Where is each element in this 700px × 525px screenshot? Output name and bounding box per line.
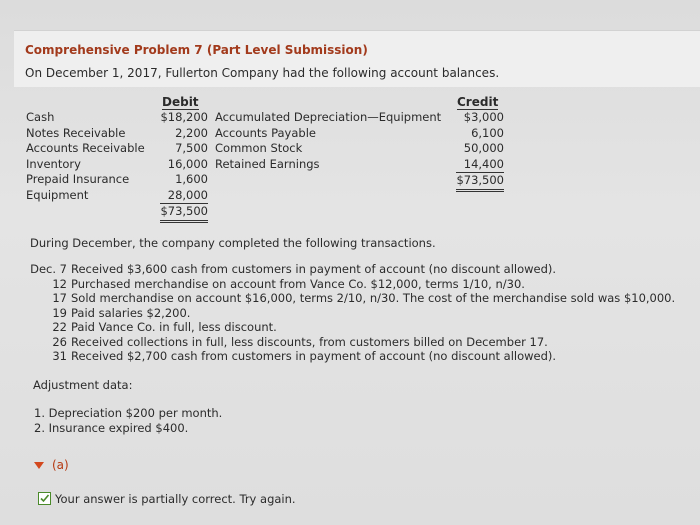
debit-header: Debit xyxy=(162,95,199,109)
credit-total: $73,500 xyxy=(456,172,504,192)
debit-amounts xyxy=(148,110,208,219)
transaction-date: 17 xyxy=(52,291,67,305)
credit-amount: 14,400 xyxy=(464,157,504,174)
adjustments-list xyxy=(34,406,222,435)
debit-accounts xyxy=(26,110,145,203)
transaction-text: Purchased merchandise on account from Vance Co. $12,000, terms 1/10, n/30. xyxy=(71,276,525,291)
credit-amount: 6,100 xyxy=(471,125,504,140)
transaction-date: 31 xyxy=(52,349,67,363)
debit-account: Inventory xyxy=(26,156,81,171)
debit-account: Prepaid Insurance xyxy=(26,172,130,186)
credit-amount: $3,000 xyxy=(463,110,504,124)
adjustments-heading: Adjustment data: xyxy=(33,378,133,392)
credit-amount: 50,000 xyxy=(463,141,504,155)
debit-amount: $18,200 xyxy=(160,110,208,124)
transaction-text: Received collections in full, less discounts, from customers billed on December 17. xyxy=(71,334,548,349)
problem-title: Comprehensive Problem 7 (Part Level Submission) xyxy=(25,43,368,57)
transaction-date: 22 xyxy=(52,320,67,334)
transaction-text: Sold merchandise on account $16,000, terms 2/10, n/30. The cost of the merchandise sold was $10,000. xyxy=(71,291,676,305)
transaction-date: 26 xyxy=(52,334,67,349)
adjustment-item: 2. Insurance expired $400. xyxy=(34,420,189,435)
credit-account: Retained Earnings xyxy=(215,156,320,171)
answer-status xyxy=(38,492,296,506)
part-a-label: (a) xyxy=(52,458,69,472)
debit-account: Accounts Receivable xyxy=(26,141,145,155)
answer-status-text: Your answer is partially correct. Try again. xyxy=(55,492,296,506)
transaction-text: Received $3,600 cash from customers in payment of account (no discount allowed). xyxy=(71,262,557,276)
adjustment-item: 1. Depreciation $200 per month. xyxy=(34,406,223,420)
checkmark-icon xyxy=(38,492,51,505)
caret-down-icon xyxy=(34,462,44,469)
credit-accounts xyxy=(215,110,441,172)
debit-amount: 7,500 xyxy=(175,141,208,155)
credit-header: Credit xyxy=(457,95,499,109)
debit-amount: 16,000 xyxy=(167,156,208,171)
credit-account: Accumulated Depreciation—Equipment xyxy=(215,110,442,124)
credit-account: Common Stock xyxy=(215,141,303,155)
transactions-intro: During December, the company completed the following transactions. xyxy=(30,236,436,250)
debit-total: $73,500 xyxy=(160,203,208,223)
transaction-text: Paid Vance Co. in full, less discount. xyxy=(71,320,277,334)
debit-amount: 1,600 xyxy=(175,172,208,186)
transaction-text: Paid salaries $2,200. xyxy=(71,305,191,320)
problem-intro: On December 1, 2017, Fullerton Company had the following account balances. xyxy=(25,66,500,80)
transaction-date: 12 xyxy=(52,276,67,291)
debit-account: Notes Receivable xyxy=(26,125,126,140)
debit-account: Cash xyxy=(26,110,55,124)
transaction-date: Dec. 7 xyxy=(30,262,67,276)
debit-account: Equipment xyxy=(26,187,89,202)
debit-amount: 28,000 xyxy=(168,188,208,205)
credit-account: Accounts Payable xyxy=(215,125,316,140)
credit-amounts xyxy=(440,110,504,188)
debit-amount: 2,200 xyxy=(175,125,208,140)
transaction-date: 19 xyxy=(52,305,67,320)
part-a-toggle[interactable] xyxy=(34,458,69,472)
transaction-text: Received $2,700 cash from customers in payment of account (no discount allowed). xyxy=(71,349,557,363)
